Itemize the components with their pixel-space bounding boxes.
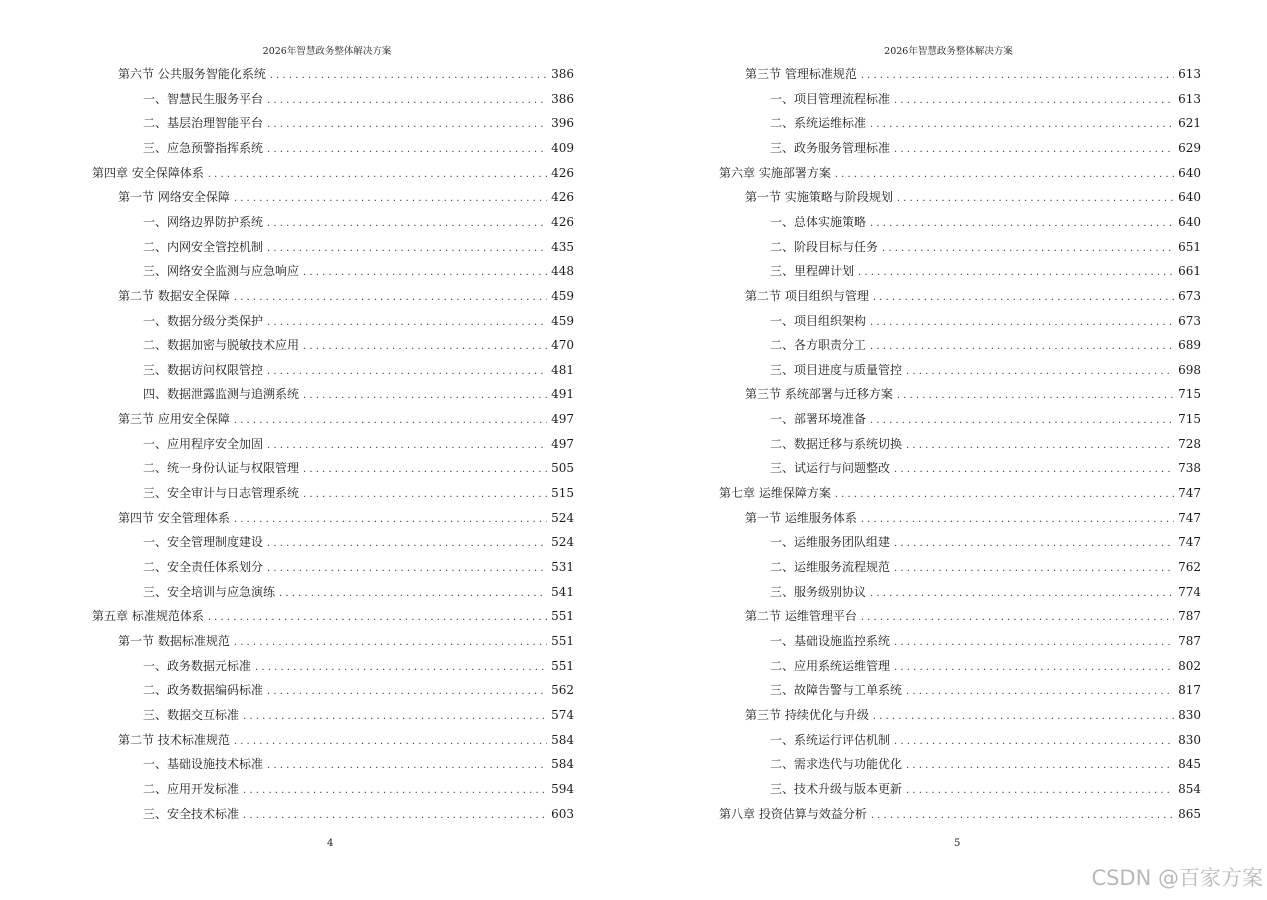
dot-leader [234,508,547,533]
dot-leader [267,434,547,459]
toc-entry-level-3[interactable] [770,333,1201,358]
toc-entry-page: 865 [1178,806,1201,821]
toc-entry-page: 728 [1178,436,1201,451]
dot-leader [897,384,1174,409]
dot-leader [870,582,1174,607]
toc-entry-level-2[interactable] [745,506,1201,531]
dot-leader [894,89,1174,114]
toc-entry-level-3[interactable] [143,136,574,161]
dot-leader [270,64,547,89]
dot-leader [897,187,1174,212]
toc-entry-page: 830 [1178,707,1201,722]
toc-entry-page: 551 [551,633,574,648]
toc-entry-level-3[interactable] [770,728,1201,753]
toc-entry-title: 第三节 管理标准规范 [745,67,857,81]
toc-entry-page: 594 [551,781,574,796]
dot-leader [303,483,547,508]
dot-leader [303,458,547,483]
toc-entry-level-2[interactable] [118,62,574,87]
toc-entry-title: 四、数据泄露监测与追溯系统 [143,387,300,402]
dot-leader [894,631,1174,656]
dot-leader [243,779,547,804]
dot-leader [243,705,547,730]
toc-entry-level-3[interactable] [770,358,1201,383]
dot-leader [303,261,547,286]
toc-entry-title: 第五章 标准规范体系 [92,609,204,624]
toc-entry-title: 一、基础设施技术标准 [143,757,264,772]
dot-leader [234,409,547,434]
toc-entry-level-3[interactable] [143,678,574,703]
dot-leader [894,458,1174,483]
toc-entry-level-2[interactable] [745,604,1201,629]
toc-entry-title: 一、部署环境准备 [770,412,867,427]
toc-entry-title: 第四节 安全管理体系 [118,510,230,525]
dot-leader [894,532,1174,557]
dot-leader [870,212,1174,237]
toc-entry-page: 386 [551,91,574,106]
toc-entry-title: 第六章 实施部署方案 [719,165,831,180]
toc-entry-level-3[interactable] [143,456,574,481]
toc-entry-level-2[interactable] [118,284,574,309]
toc-entry-title: 三、数据访问权限管控 [143,362,264,377]
dot-leader [267,212,547,237]
toc-entry-page: 426 [551,190,574,205]
toc-entry-title: 三、技术升级与版本更新 [770,781,903,796]
toc-entry-level-3[interactable] [143,654,574,679]
dot-leader [279,582,547,607]
dot-leader [894,138,1174,163]
toc-entry-level-2[interactable] [745,185,1201,210]
toc-entry-title: 第四章 安全保障体系 [92,165,204,180]
dot-leader [835,163,1174,188]
toc-entry-page: 762 [1178,560,1201,574]
dot-leader [894,557,1174,582]
dot-leader [267,680,547,705]
dot-leader [906,680,1174,705]
dot-leader [906,754,1174,779]
toc-entry-page: 603 [551,806,574,821]
toc-entry-level-3[interactable] [143,87,574,112]
toc-entry-page: 613 [1178,67,1201,81]
toc-entry-title: 二、阶段目标与任务 [770,239,879,254]
toc-entry-page: 774 [1178,584,1201,599]
toc-entry-title: 一、系统运行评估机制 [770,732,891,747]
dot-leader [894,656,1174,681]
dot-leader [861,508,1174,533]
toc-entry-level-3[interactable] [143,111,574,136]
toc-entry-title: 一、网络边界防护系统 [143,214,264,229]
dot-leader [906,779,1174,804]
toc-entry-page: 661 [1178,264,1201,279]
toc-entry-page: 715 [1178,412,1201,427]
dot-leader [861,64,1174,89]
toc-entry-page: 497 [551,436,574,451]
right-page [634,0,1267,900]
page-number: 4 [327,838,334,849]
toc-entry-page: 621 [1178,116,1201,131]
toc-entry-title: 二、数据迁移与系统切换 [770,436,903,451]
dot-leader [255,656,547,681]
dot-leader [303,384,547,409]
toc-entry-title: 二、应用开发标准 [143,781,240,796]
dot-leader [870,311,1174,336]
dot-leader [873,286,1174,311]
dot-leader [234,187,547,212]
toc-entry-page: 426 [551,165,574,180]
dot-leader [882,237,1174,262]
page-header: 2026年智慧政务整体解决方案 [884,46,1013,57]
toc-entry-level-3[interactable] [770,87,1201,112]
toc-entry-title: 第二节 项目组织与管理 [745,288,869,303]
toc-entry-page: 845 [1178,757,1201,772]
toc-entry-level-3[interactable] [770,456,1201,481]
toc-entry-title: 三、安全审计与日志管理系统 [143,486,300,501]
toc-entry-page: 448 [551,264,574,279]
toc-entry-title: 一、政务数据元标准 [143,658,252,673]
toc-entry-page: 689 [1178,338,1201,353]
toc-entry-page: 459 [551,313,574,328]
toc-entry-title: 三、里程碑计划 [770,264,855,279]
toc-entry-level-2[interactable] [118,629,574,654]
toc-entry-page: 531 [551,560,574,574]
toc-entry-page: 562 [551,683,574,698]
toc-entry-level-3[interactable] [143,481,574,506]
toc-entry-page: 787 [1178,633,1201,648]
toc-entry-page: 640 [1178,165,1201,180]
toc-entry-title: 二、应用系统运维管理 [770,658,891,673]
dot-leader [267,138,547,163]
toc-entry-title: 第三节 持续优化与升级 [745,707,869,722]
dot-leader [870,409,1174,434]
toc-entry-page: 481 [551,362,574,377]
toc-entry-title: 二、数据加密与脱敏技术应用 [143,338,300,353]
dot-leader [267,557,547,582]
toc-entry-level-3[interactable] [143,555,574,580]
dot-leader [906,360,1174,385]
toc-entry-level-3[interactable] [770,309,1201,334]
toc-entry-title: 三、试运行与问题整改 [770,461,891,476]
toc-entry-page: 435 [551,239,574,254]
toc-entry-title: 第三节 应用安全保障 [118,412,230,427]
page-header: 2026年智慧政务整体解决方案 [262,46,392,57]
toc-entry-page: 459 [551,288,574,303]
toc-entry-page: 629 [1178,140,1201,155]
toc-entry-page: 574 [551,707,574,722]
toc-entry-title: 一、数据分级分类保护 [143,313,264,328]
toc-entry-level-3[interactable] [143,530,574,555]
page-number: 5 [954,838,961,849]
toc-entry-page: 470 [551,338,574,353]
dot-leader [873,705,1174,730]
toc-entry-title: 三、网络安全监测与应急响应 [143,264,300,279]
watermark: CSDN @百家方案 [1091,866,1263,890]
toc-entry-title: 第二节 数据安全保障 [118,288,230,303]
toc-entry-page: 524 [551,510,574,525]
toc-entry-title: 第二节 运维管理平台 [745,609,857,624]
toc-entry-page: 738 [1178,461,1201,476]
dot-leader [267,754,547,779]
toc-entry-page: 409 [551,140,574,155]
toc-entry-level-2[interactable] [118,407,574,432]
toc-entry-page: 584 [551,732,574,747]
dot-leader [906,434,1174,459]
toc-entry-title: 第七章 运维保障方案 [719,486,831,501]
toc-entry-title: 第六节 公共服务智能化系统 [118,67,266,81]
toc-entry-title: 一、总体实施策略 [770,214,867,229]
toc-entry-level-3[interactable] [770,530,1201,555]
toc-entry-page: 747 [1178,535,1201,550]
toc-entry-title: 三、安全技术标准 [143,806,240,821]
toc-entry-level-3[interactable] [143,333,574,358]
dot-leader [894,730,1174,755]
toc-entry-level-1[interactable] [719,481,1201,506]
toc-entry-title: 三、政务服务管理标准 [770,140,891,155]
toc-entry-level-3[interactable] [770,678,1201,703]
toc-entry-title: 二、运维服务流程规范 [770,560,891,574]
toc-entry-page: 386 [551,67,574,81]
toc-entry-title: 二、政务数据编码标准 [143,683,264,698]
toc-entry-level-3[interactable] [143,752,574,777]
toc-entry-page: 747 [1178,510,1201,525]
toc-entry-page: 426 [551,214,574,229]
toc-entry-page: 747 [1178,486,1201,501]
toc-entry-level-3[interactable] [770,432,1201,457]
toc-entry-page: 854 [1178,781,1201,796]
toc-entry-title: 三、应急预警指挥系统 [143,140,264,155]
toc-entry-title: 二、统一身份认证与权限管理 [143,461,300,476]
dot-leader [871,804,1174,829]
toc-entry-title: 二、基层治理智能平台 [143,116,264,131]
toc-entry-page: 505 [551,461,574,476]
toc-entry-level-3[interactable] [143,580,574,605]
toc-entry-level-3[interactable] [770,654,1201,679]
toc-entry-level-3[interactable] [770,407,1201,432]
toc-entry-page: 497 [551,412,574,427]
toc-entry-level-3[interactable] [143,210,574,235]
toc-entry-level-3[interactable] [770,259,1201,284]
toc-entry-page: 584 [551,757,574,772]
toc-entry-title: 二、内网安全管控机制 [143,239,264,254]
toc-entry-title: 三、故障告警与工单系统 [770,683,903,698]
toc-entry-level-3[interactable] [143,382,574,407]
toc-entry-title: 第八章 投资估算与效益分析 [719,806,867,821]
toc-entry-level-1[interactable] [719,161,1201,186]
dot-leader [267,360,547,385]
toc-entry-page: 802 [1178,658,1201,673]
toc-entry-level-3[interactable] [770,752,1201,777]
dot-leader [208,163,547,188]
dot-leader [861,606,1174,631]
dot-leader [267,113,547,138]
toc-entry-level-2[interactable] [118,506,574,531]
toc-entry-title: 三、服务级别协议 [770,584,867,599]
toc-entry-title: 三、项目进度与质量管控 [770,362,903,377]
toc-entry-level-3[interactable] [143,432,574,457]
toc-entry-title: 一、智慧民生服务平台 [143,91,264,106]
toc-entry-title: 一、应用程序安全加固 [143,436,264,451]
toc-entry-level-2[interactable] [745,382,1201,407]
toc-entry-level-3[interactable] [770,629,1201,654]
toc-entry-level-3[interactable] [770,210,1201,235]
toc-entry-level-3[interactable] [770,580,1201,605]
toc-entry-page: 651 [1178,239,1201,254]
toc-entry-level-2[interactable] [118,185,574,210]
toc-entry-title: 第三节 系统部署与迁移方案 [745,387,893,402]
toc-entry-page: 698 [1178,362,1201,377]
toc-entry-level-3[interactable] [143,703,574,728]
dot-leader [267,311,547,336]
dot-leader [234,730,547,755]
dot-leader [870,335,1174,360]
toc-entry-title: 二、需求迭代与功能优化 [770,757,903,772]
dot-leader [243,804,547,829]
toc-entry-level-3[interactable] [143,259,574,284]
toc-entry-title: 二、系统运维标准 [770,116,867,131]
toc-entry-level-3[interactable] [770,136,1201,161]
toc-entry-page: 787 [1178,609,1201,624]
toc-entry-level-3[interactable] [143,235,574,260]
toc-entry-page: 715 [1178,387,1201,402]
toc-entry-level-3[interactable] [143,358,574,383]
dot-leader [267,237,547,262]
dot-leader [303,335,547,360]
toc-entry-title: 第二节 技术标准规范 [118,732,230,747]
toc-entry-title: 一、项目组织架构 [770,313,867,328]
toc-entry-level-3[interactable] [770,111,1201,136]
toc-entry-level-3[interactable] [143,777,574,802]
dot-leader [267,89,547,114]
toc-entry-title: 二、安全责任体系划分 [143,560,264,574]
toc-entry-title: 第一节 实施策略与阶段规划 [745,190,893,205]
toc-entry-title: 一、安全管理制度建设 [143,535,264,550]
toc-entry-level-3[interactable] [770,235,1201,260]
toc-entry-level-1[interactable] [719,802,1201,827]
toc-entry-title: 三、安全培训与应急演练 [143,584,276,599]
toc-entry-title: 第一节 网络安全保障 [118,190,230,205]
toc-entry-level-3[interactable] [770,777,1201,802]
toc-entry-page: 830 [1178,732,1201,747]
toc-entry-level-2[interactable] [118,728,574,753]
dot-leader [870,113,1174,138]
toc-entry-page: 673 [1178,313,1201,328]
toc-entry-page: 515 [551,486,574,501]
toc-entry-page: 817 [1178,683,1201,698]
toc-entry-page: 640 [1178,190,1201,205]
dot-leader [858,261,1174,286]
dot-leader [208,606,547,631]
toc-entry-page: 613 [1178,91,1201,106]
dot-leader [234,286,547,311]
toc-entry-level-2[interactable] [745,62,1201,87]
toc-entry-title: 二、各方职责分工 [770,338,867,353]
toc-entry-title: 一、运维服务团队组建 [770,535,891,550]
toc-entry-page: 491 [551,387,574,402]
toc-entry-level-2[interactable] [745,284,1201,309]
toc-entry-title: 第一节 运维服务体系 [745,510,857,525]
toc-entry-page: 640 [1178,214,1201,229]
toc-entry-level-2[interactable] [745,703,1201,728]
toc-entry-page: 541 [551,584,574,599]
dot-leader [234,631,547,656]
toc-entry-page: 551 [551,609,574,624]
toc-entry-level-1[interactable] [92,604,574,629]
toc-entry-level-1[interactable] [92,161,574,186]
toc-entry-title: 第一节 数据标准规范 [118,633,230,648]
toc-entry-page: 551 [551,658,574,673]
toc-entry-level-3[interactable] [143,802,574,827]
toc-entry-level-3[interactable] [770,555,1201,580]
toc-entry-title: 一、项目管理流程标准 [770,91,891,106]
dot-leader [267,532,547,557]
toc-entry-page: 396 [551,116,574,131]
toc-entry-title: 一、基础设施监控系统 [770,633,891,648]
toc-entry-page: 524 [551,535,574,550]
toc-entry-title: 三、数据交互标准 [143,707,240,722]
toc-entry-page: 673 [1178,288,1201,303]
toc-entry-level-3[interactable] [143,309,574,334]
dot-leader [835,483,1174,508]
